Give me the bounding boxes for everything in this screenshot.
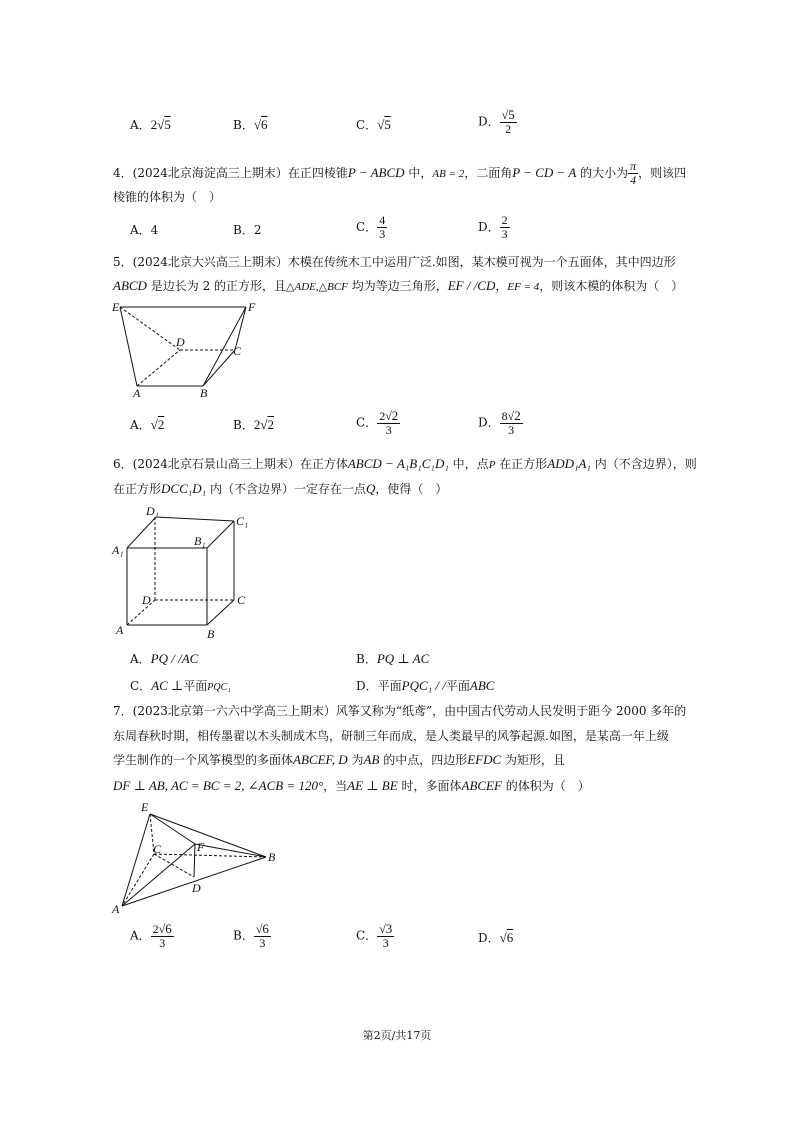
q7-stem-line2: 东周春秋时期，相传墨翟以木头制成木鸟，研制三年而成，是人类最早的风筝起源.如图，是某高一年上级 [113,729,669,743]
q4-option-d: D． $\frac{2}{3}$ [478,213,508,241]
q3-option-b: B．√6 [233,117,268,132]
q5-option-b: B．2√2 [233,417,274,432]
q4-option-a: A．4 [130,223,159,237]
q6-stem-line1: 6．(2024北京石景山高三上期末）在正方体ABCD − A₁B₁C₁D₁ 中，点P 在正方形ADD₁A₁ 内（不含边界），则 [113,456,697,471]
q6-option-d: D．平面PQC₁ / /平面ABC [356,678,495,693]
q5-label-d: D [176,335,185,349]
q6-cube-figure [108,503,258,643]
q5-stem-line2: ABCD 是边长为 2 的正方形，且△ADE,△BCF 均为等边三角形，EF / /CD，EF = 4，则该木模的体积为（ ） [113,278,684,293]
q7-label-d: D [192,881,201,895]
q7-label-a: A [112,902,120,916]
q7-option-d: D．√6 [478,930,514,945]
page-footer: 第2页/共17页 [362,1029,432,1042]
q6-label-b: B [207,627,215,641]
q7-kite-figure [108,797,288,917]
q7-label-b: B [268,850,276,864]
q6-label-c1: C₁ [236,514,249,528]
q7-stem-line3: 学生制作的一个风筝模型的多面体ABCEF, D 为AB 的中点，四边形EFDC 为矩形，且 [113,752,565,767]
q5-label-f: F [248,300,256,314]
q4-stem-line2: 棱锥的体积为（ ） [113,190,222,204]
q6-stem-line2: 在正方形DCC₁D₁ 内（不含边界）一定存在一点Q，使得（ ） [113,481,448,496]
q6-option-b: B．PQ ⊥ AC [356,651,430,666]
q4-option-b: B．2 [233,223,262,237]
q7-stem-line1: 7．(2023北京第一六六中学高三上期末）风筝又称为“纸鸢”，由中国古代劳动人民发明于距今 2000 多年的 [113,704,687,718]
q6-label-d: D [142,593,151,607]
q5-option-c: C． $\frac{2√2}{3}$ [356,408,399,437]
q4-stem-line1: 4．(2024北京海淀高三上期末）在正四棱锥P − ABCD 中，AB = 2，二面角P − CD − A 的大小为 $\frac{\pi}{4}$ ，则该四 [113,159,687,187]
q7-label-f: F [197,840,205,854]
q6-label-c: C [237,593,246,607]
q6-label-b1: B₁ [194,534,206,548]
q7-stem-line4: DF ⊥ AB, AC = BC = 2, ∠ACB = 120°，当AE ⊥ BE 时，多面体ABCEF 的体积为（ ） [113,778,590,793]
q5-label-a: A [133,386,141,400]
q5-wedge-figure [108,298,268,400]
q5-label-b: B [200,386,208,400]
q6-option-a: A．PQ / /AC [130,651,199,666]
q5-stem-line1: 5．(2024北京大兴高三上期末）木模在传统木工中运用广泛.如图，某木模可视为一个五面体，其中四边形 [113,255,676,269]
q6-label-a: A [116,623,124,637]
q3-option-c: C．√5 [356,117,391,132]
q7-option-b: B． $\frac{√6}{3}$ [233,921,269,950]
q5-label-c: C [233,344,242,358]
q4-option-c: C． $\frac{4}{3}$ [356,213,386,241]
q5-option-d: D． $\frac{8√2}{3}$ [478,408,521,437]
q7-option-a: A． $\frac{2√6}{3}$ [130,921,172,950]
q3-option-d: D． $\frac{√5}{2}$ [478,107,515,136]
q6-label-a1: A₁ [112,543,124,557]
q7-label-e: E [141,800,149,814]
q3-option-a: A．2√5 [130,117,171,132]
q5-option-a: A．√2 [130,417,165,432]
q7-option-c: C． $\frac{√3}{3}$ [356,921,393,950]
q6-option-c: C．AC ⊥平面PQC₁ [130,678,231,693]
q5-label-e: E [112,300,120,314]
q6-label-d1: D₁ [146,504,159,518]
q7-label-c: C [153,842,162,856]
